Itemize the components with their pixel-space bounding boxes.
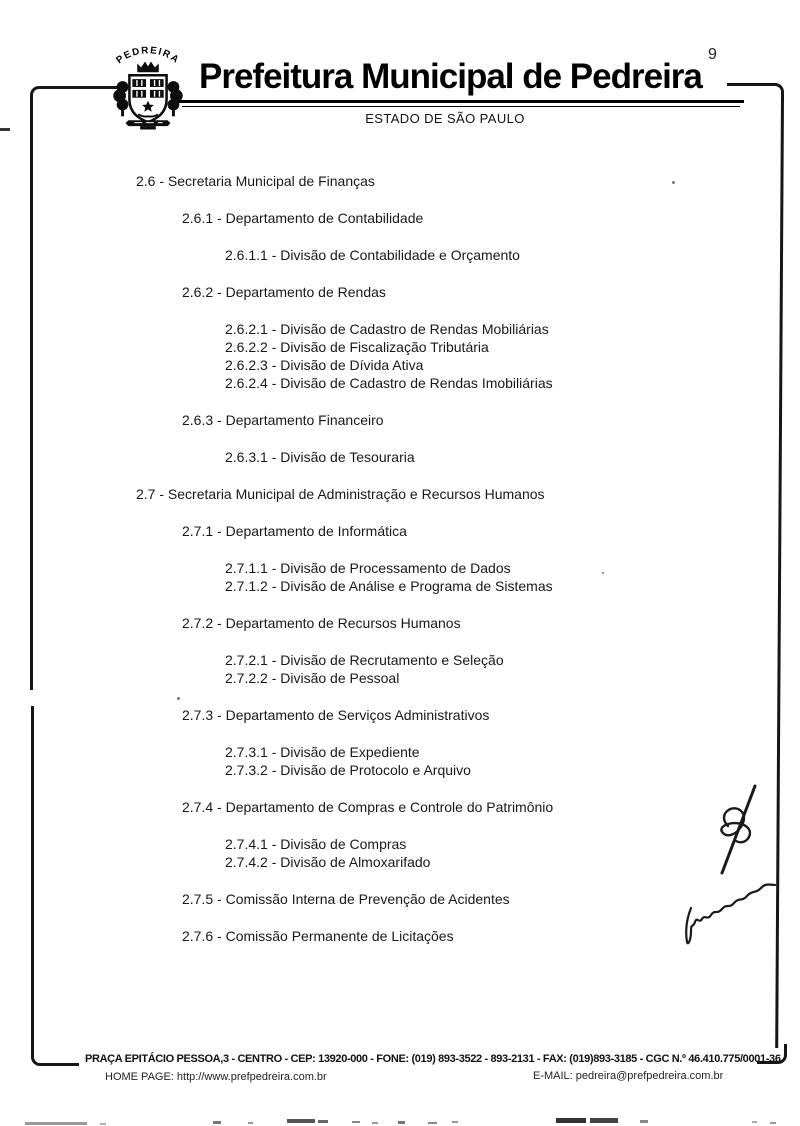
org-item: 2.7.2 - Departamento de Recursos Humanos [182, 615, 461, 631]
scan-artifact [0, 128, 10, 131]
scan-artifact [213, 1121, 221, 1124]
org-item: 2.7.6 - Comissão Permanente de Licitações [182, 928, 454, 944]
scan-artifact [25, 1122, 87, 1125]
org-item: 2.7.2.2 - Divisão de Pessoal [225, 670, 400, 686]
org-item: 2.7.4.1 - Divisão de Compras [225, 836, 407, 852]
org-item: 2.6.2.2 - Divisão de Fiscalização Tributária [225, 339, 489, 355]
org-group [0, 559, 760, 595]
pedreira-coat-of-arms-logo [99, 40, 197, 130]
scan-artifact [398, 1121, 405, 1124]
tree-icon [168, 81, 183, 116]
org-item: 2.7.4 - Departamento de Compras e Controle do Patrimônio [182, 799, 554, 815]
org-item: 2.7.3.2 - Divisão de Protocolo e Arquivo [225, 762, 471, 778]
org-group [0, 283, 760, 301]
org-group [0, 320, 760, 392]
scan-artifact [428, 1122, 437, 1124]
org-item: 2.6.2 - Departamento de Rendas [182, 284, 386, 300]
org-group [0, 743, 760, 779]
org-group [0, 172, 760, 190]
svg-text:PEDREIRA [114, 45, 181, 66]
org-item: 2.7.3.1 - Divisão de Expediente [225, 744, 420, 760]
org-group [0, 485, 760, 503]
org-item: 2.7 - Secretaria Municipal de Administração e Recursos Humanos [136, 486, 545, 502]
org-item: 2.7.2.1 - Divisão de Recrutamento e Seleção [225, 652, 504, 668]
page-number: 9 [708, 46, 717, 63]
org-group [0, 411, 760, 429]
org-item: 2.7.5 - Comissão Interna de Prevenção de Acidentes [182, 891, 510, 907]
scan-artifact [372, 1122, 378, 1124]
scan-artifact [770, 1122, 776, 1124]
org-group [0, 798, 760, 816]
banner-ribbon [126, 120, 171, 129]
org-group [0, 927, 760, 945]
org-group [0, 614, 760, 632]
org-group [0, 522, 760, 540]
footer-homepage: HOME PAGE: http://www.prefpedreira.com.br [105, 1071, 327, 1083]
scan-artifact [640, 1120, 648, 1123]
org-item: 2.6.1.1 - Divisão de Contabilidade e Orçamento [225, 247, 520, 263]
page-title: Prefeitura Municipal de Pedreira [199, 57, 702, 96]
scan-artifact [318, 1120, 328, 1123]
handwritten-signature-squiggle [683, 872, 778, 947]
org-item: 2.7.1.1 - Divisão de Processamento de Dados [225, 560, 511, 576]
scan-artifact [590, 1118, 618, 1123]
scan-artifact [352, 1121, 360, 1123]
scan-artifact [100, 1123, 106, 1125]
org-item: 2.6.3.1 - Divisão de Tesouraria [225, 449, 415, 465]
org-item: 2.6.2.4 - Divisão de Cadastro de Rendas Imobiliárias [225, 375, 553, 391]
org-item: 2.6.3 - Departamento Financeiro [182, 412, 384, 428]
title-underline [178, 100, 744, 103]
logo-arched-text: PEDREIRA [114, 45, 182, 67]
org-item: 2.7.1.2 - Divisão de Análise e Programa de Sistemas [225, 578, 553, 594]
org-item: 2.6.2.1 - Divisão de Cadastro de Rendas Mobiliárias [225, 321, 549, 337]
org-group [0, 835, 760, 871]
scan-noise-strip [0, 1115, 800, 1126]
org-item: 2.7.4.2 - Divisão de Almoxarifado [225, 854, 431, 870]
org-item: 2.6 - Secretaria Municipal de Finanças [136, 173, 375, 189]
org-item: 2.6.1 - Departamento de Contabilidade [182, 210, 424, 226]
org-group [0, 448, 760, 466]
scan-artifact [287, 1119, 315, 1123]
org-item: 2.7.1 - Departamento de Informática [182, 523, 407, 539]
org-item: 2.6.2.3 - Divisão de Dívida Ativa [225, 357, 424, 373]
title-underline-thin [182, 106, 740, 107]
scan-artifact [452, 1121, 458, 1123]
org-group [0, 651, 760, 687]
handwritten-flourish-mark [698, 782, 768, 877]
org-group [0, 890, 760, 908]
scan-artifact [752, 1121, 757, 1123]
footer-address-line: PRAÇA EPITÁCIO PESSOA,3 - CENTRO - CEP: 13920-000 - FONE: (019) 893-3522 - 893-2131 - FAX: (019)893-3185 - CGC N.º 46.410.775/0001-36 [85, 1053, 781, 1065]
org-item: 2.7.3 - Departamento de Serviços Administrativos [182, 707, 490, 723]
org-chart [0, 172, 760, 964]
footer-email: E-MAIL: pedreira@prefpedreira.com.br [533, 1070, 724, 1082]
scan-artifact [556, 1118, 586, 1123]
org-group [0, 706, 760, 724]
scan-artifact [248, 1122, 253, 1124]
crown-icon [137, 62, 159, 73]
org-group [0, 246, 760, 264]
state-subtitle: ESTADO DE SÃO PAULO [365, 111, 525, 126]
scan-speck [672, 181, 675, 184]
frame-bottom-left-corner [31, 1046, 79, 1066]
tree-icon [113, 81, 128, 116]
org-group [0, 209, 760, 227]
scan-speck [177, 697, 180, 700]
scan-speck [602, 572, 604, 574]
